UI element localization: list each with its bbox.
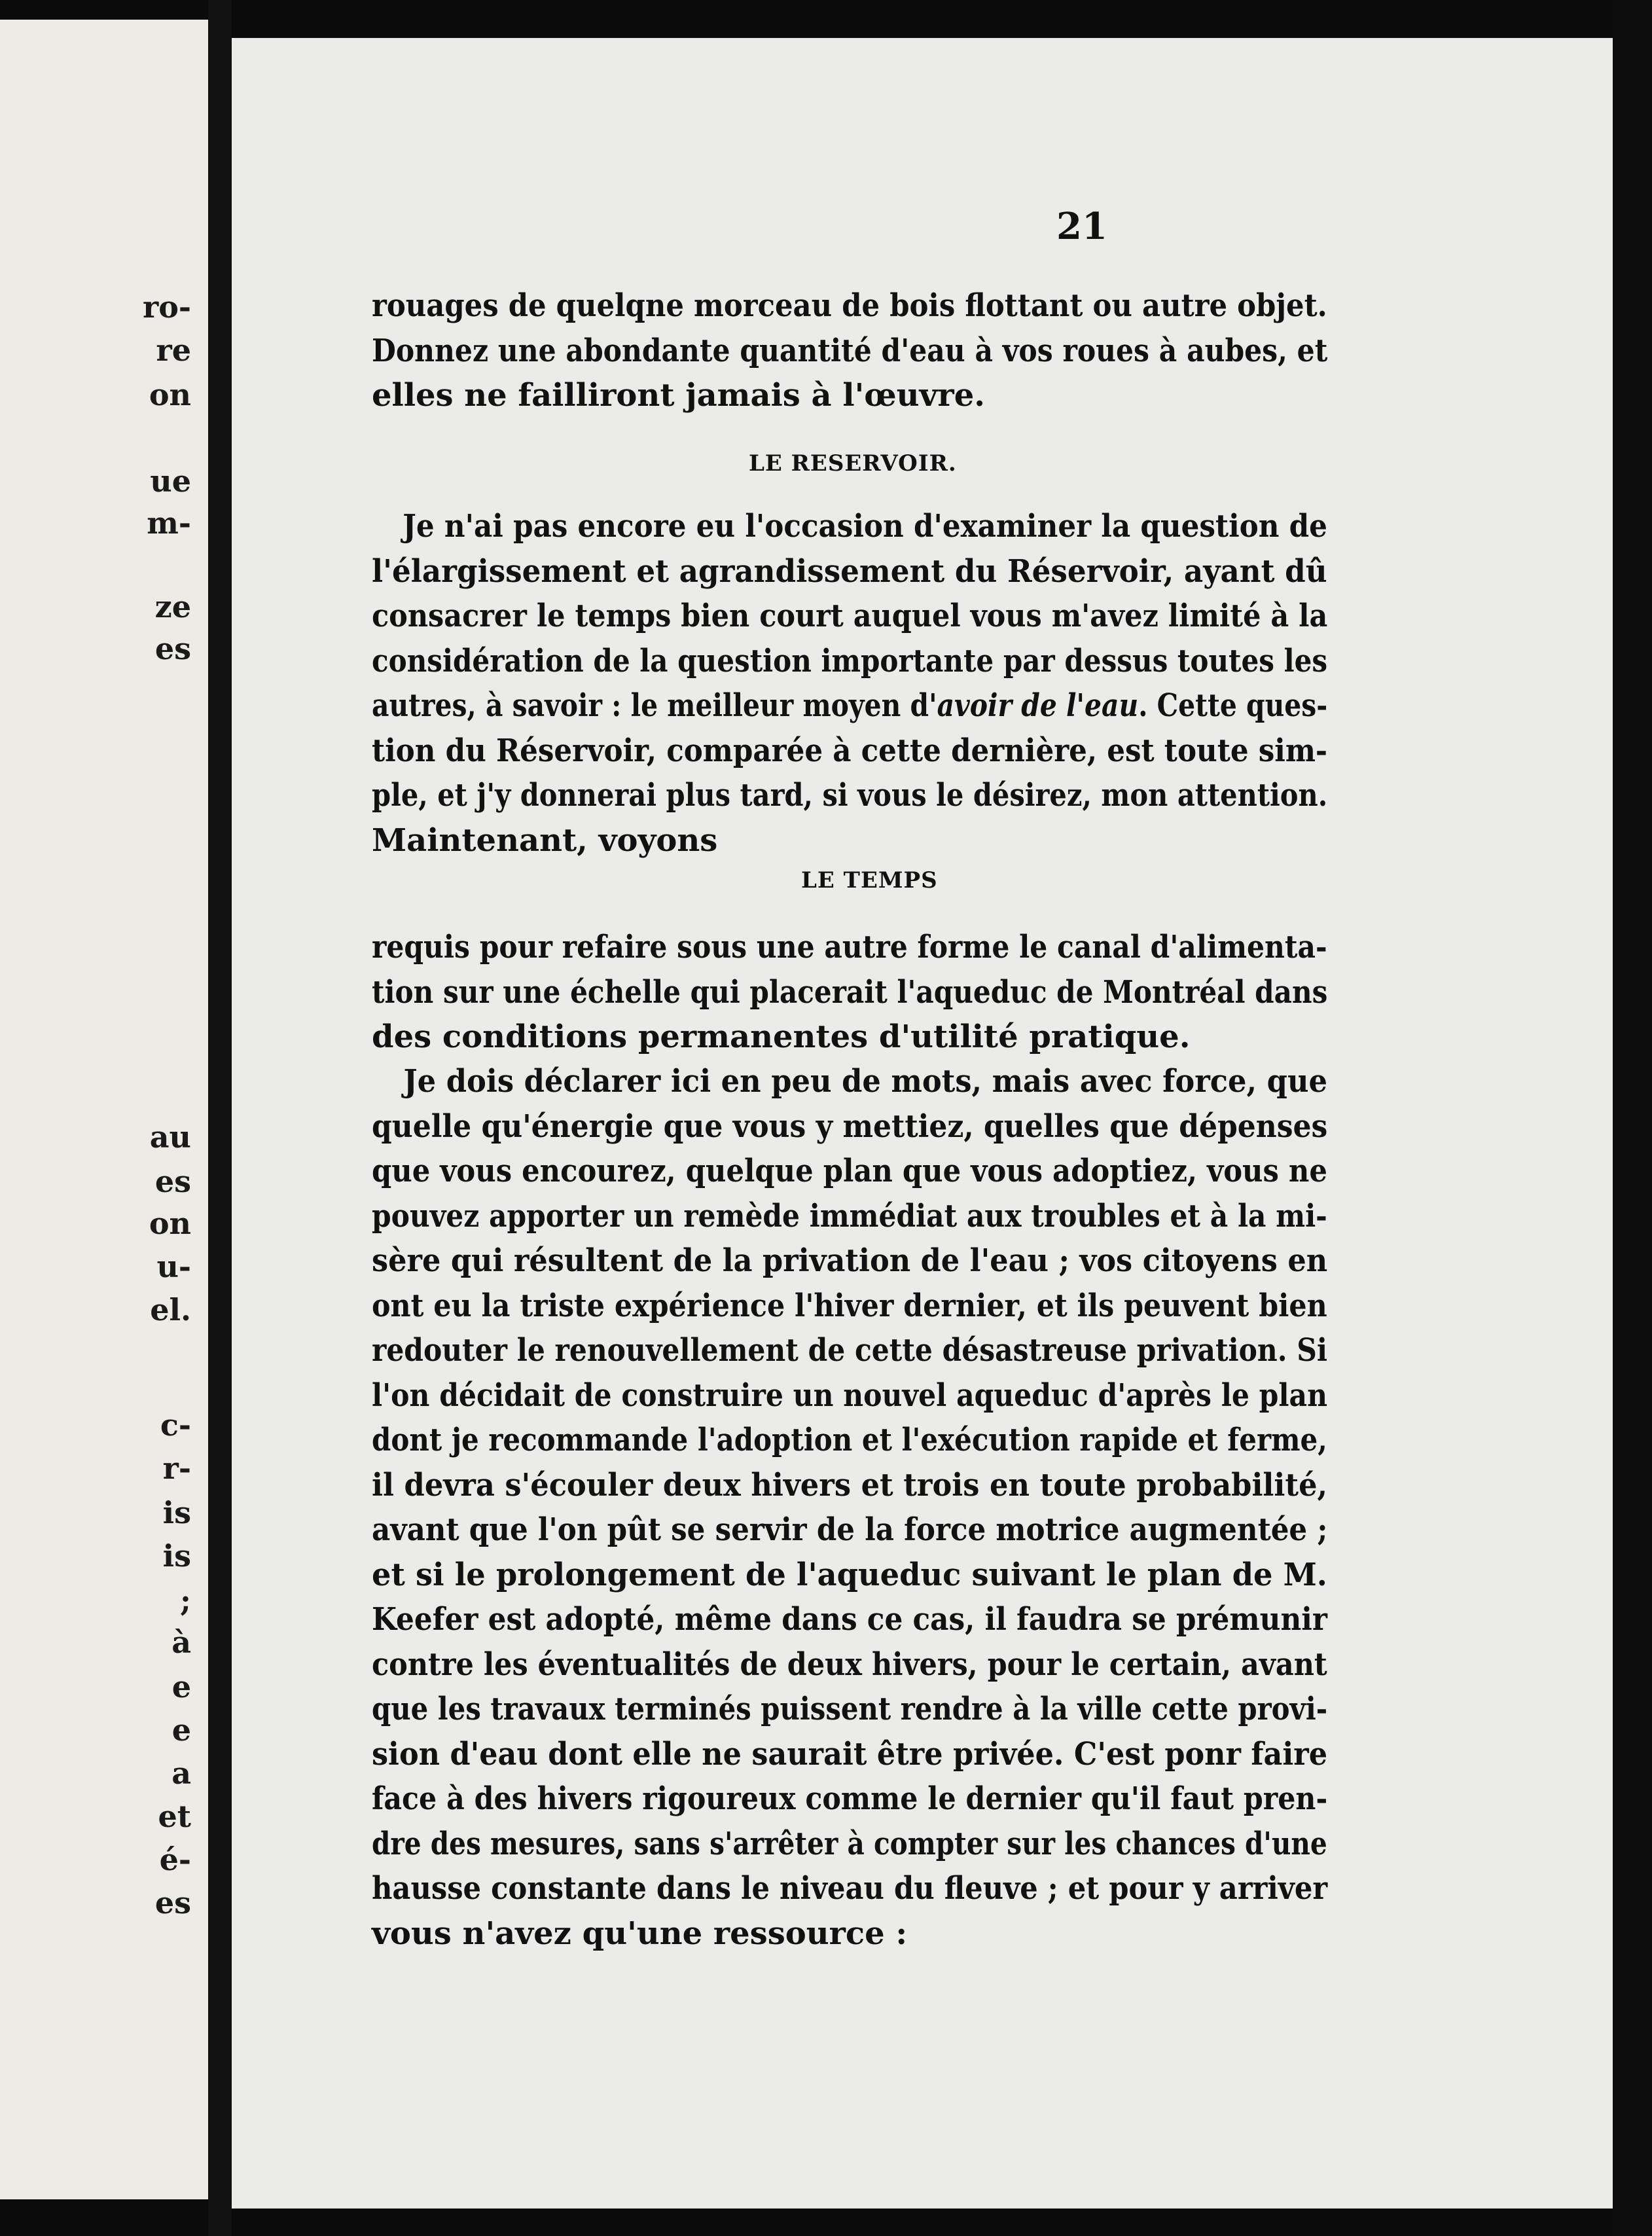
text-line: redouter le renouvellement de cette désastreuse privation. Si: [372, 1332, 1327, 1369]
text-fragment: . Cette ques-: [1138, 687, 1328, 724]
text-line: quelle qu'énergie que vous y mettiez, quelles que dépenses: [372, 1108, 1328, 1145]
text-line: tion du Réservoir, comparée à cette dernière, est toute sim-: [372, 732, 1328, 769]
section-heading-temps: LE TEMPS: [801, 867, 938, 893]
text-line: Maintenant, voyons: [372, 821, 718, 859]
facing-page-fragment: ro-: [142, 289, 191, 325]
text-fragment: autres, à savoir : le meilleur moyen d': [372, 687, 937, 724]
text-line: face à des hivers rigoureux comme le dernier qu'il faut pren-: [372, 1780, 1328, 1817]
text-line: que vous encourez, quelque plan que vous adoptiez, vous ne: [372, 1153, 1327, 1189]
text-line: dont je recommande l'adoption et l'exécution rapide et ferme,: [372, 1422, 1327, 1458]
facing-page-fragment: à: [171, 1625, 191, 1660]
text-line: ont eu la triste expérience l'hiver dernier, et ils peuvent bien: [372, 1287, 1327, 1324]
text-line: Donnez une abondante quantité d'eau à vos roues à aubes, et: [372, 332, 1328, 369]
paragraph-continuation: [372, 283, 1327, 418]
paragraph-temps: [372, 925, 1327, 1060]
page: [232, 38, 1613, 2209]
text-line: il devra s'écouler deux hivers et trois en toute probabilité,: [372, 1466, 1328, 1504]
text-line: [372, 683, 1328, 729]
facing-page-fragment: es: [154, 1885, 191, 1920]
facing-page-fragment: es: [154, 631, 191, 666]
text-line: ple, et j'y donnerai plus tard, si vous le désirez, mon attention.: [372, 777, 1328, 814]
facing-page-fragment: ue: [150, 463, 191, 499]
facing-page-fragment: on: [149, 1206, 191, 1241]
facing-page-fragment: c-: [160, 1407, 191, 1443]
text-line: hausse constante dans le niveau du fleuve ; et pour y arriver: [372, 1870, 1328, 1907]
text-line: elles ne failliront jamais à l'œuvre.: [372, 377, 985, 414]
page-edge-shadow: [1613, 0, 1652, 2236]
text-line: pouvez apporter un remède immédiat aux troubles et à la mi-: [372, 1197, 1327, 1235]
facing-page-fragment: et: [158, 1799, 191, 1834]
facing-page-fragment: a: [171, 1756, 191, 1791]
text-line: Je dois déclarer ici en peu de mots, mais avec force, que: [403, 1063, 1327, 1100]
facing-page-fragment: ze: [154, 589, 191, 624]
facing-page-fragment: e: [171, 1712, 191, 1748]
text-line: que les travaux terminés puissent rendre à la ville cette provi-: [372, 1691, 1328, 1727]
text-line: contre les éventualités de deux hivers, pour le certain, avant: [372, 1646, 1327, 1683]
facing-page-fragment: e: [171, 1669, 191, 1704]
text-line: rouages de quelqne morceau de bois flottant ou autre objet.: [372, 287, 1327, 324]
text-line: vous n'avez qu'une ressource :: [372, 1915, 908, 1952]
facing-page-fragment: es: [154, 1164, 191, 1199]
facing-page-fragment: on: [149, 377, 191, 412]
text-line: l'élargissement et agrandissement du Réservoir, ayant dû: [372, 552, 1327, 590]
paragraph-reservoir: [372, 504, 1327, 863]
facing-page-fragment: m-: [147, 505, 191, 541]
facing-page-fragment: r-: [162, 1451, 191, 1486]
facing-page-fragment: ;: [180, 1583, 191, 1618]
text-line: avant que l'on pût se servir de la force motrice augmentée ;: [372, 1511, 1328, 1548]
text-line: des conditions permanentes d'utilité pratique.: [372, 1019, 1191, 1055]
paragraph-main: [372, 1059, 1327, 1956]
facing-page-fragment: re: [156, 333, 191, 368]
facing-page-strip: [0, 20, 208, 2199]
text-line: et si le prolongement de l'aqueduc suivant le plan de M.: [372, 1556, 1327, 1593]
facing-page-fragment: is: [162, 1538, 191, 1574]
facing-page-fragment: au: [149, 1119, 191, 1155]
text-line: dre des mesures, sans s'arrêter à compter sur les chances d'une: [372, 1825, 1327, 1862]
text-line: Keefer est adopté, même dans ce cas, il faudra se prémunir: [372, 1601, 1327, 1638]
book-gutter: [208, 0, 232, 2236]
text-line: sère qui résultent de la privation de l'eau ; vos citoyens en: [372, 1242, 1328, 1279]
text-line: Je n'ai pas encore eu l'occasion d'examiner la question de: [403, 508, 1327, 545]
text-line: tion sur une échelle qui placerait l'aqueduc de Montréal dans: [372, 973, 1328, 1011]
facing-page-fragment: é-: [159, 1842, 191, 1877]
text-line: requis pour refaire sous une autre forme le canal d'alimenta-: [372, 929, 1327, 965]
text-line: consacrer le temps bien court auquel vous m'avez limité à la: [372, 598, 1328, 634]
facing-page-fragment: u-: [156, 1249, 191, 1284]
text-line: l'on décidait de construire un nouvel aqueduc d'après le plan: [372, 1377, 1327, 1414]
text-line: considération de la question importante par dessus toutes les: [372, 642, 1328, 679]
facing-page-fragment: is: [162, 1495, 191, 1530]
text-line: sion d'eau dont elle ne saurait être privée. C'est ponr faire: [372, 1735, 1328, 1773]
facing-page-fragment: el.: [150, 1292, 191, 1327]
section-heading-reservoir: LE RESERVOIR.: [749, 450, 957, 477]
page-number: 21: [1056, 205, 1107, 248]
italic-phrase: avoir de l'eau: [937, 687, 1139, 724]
